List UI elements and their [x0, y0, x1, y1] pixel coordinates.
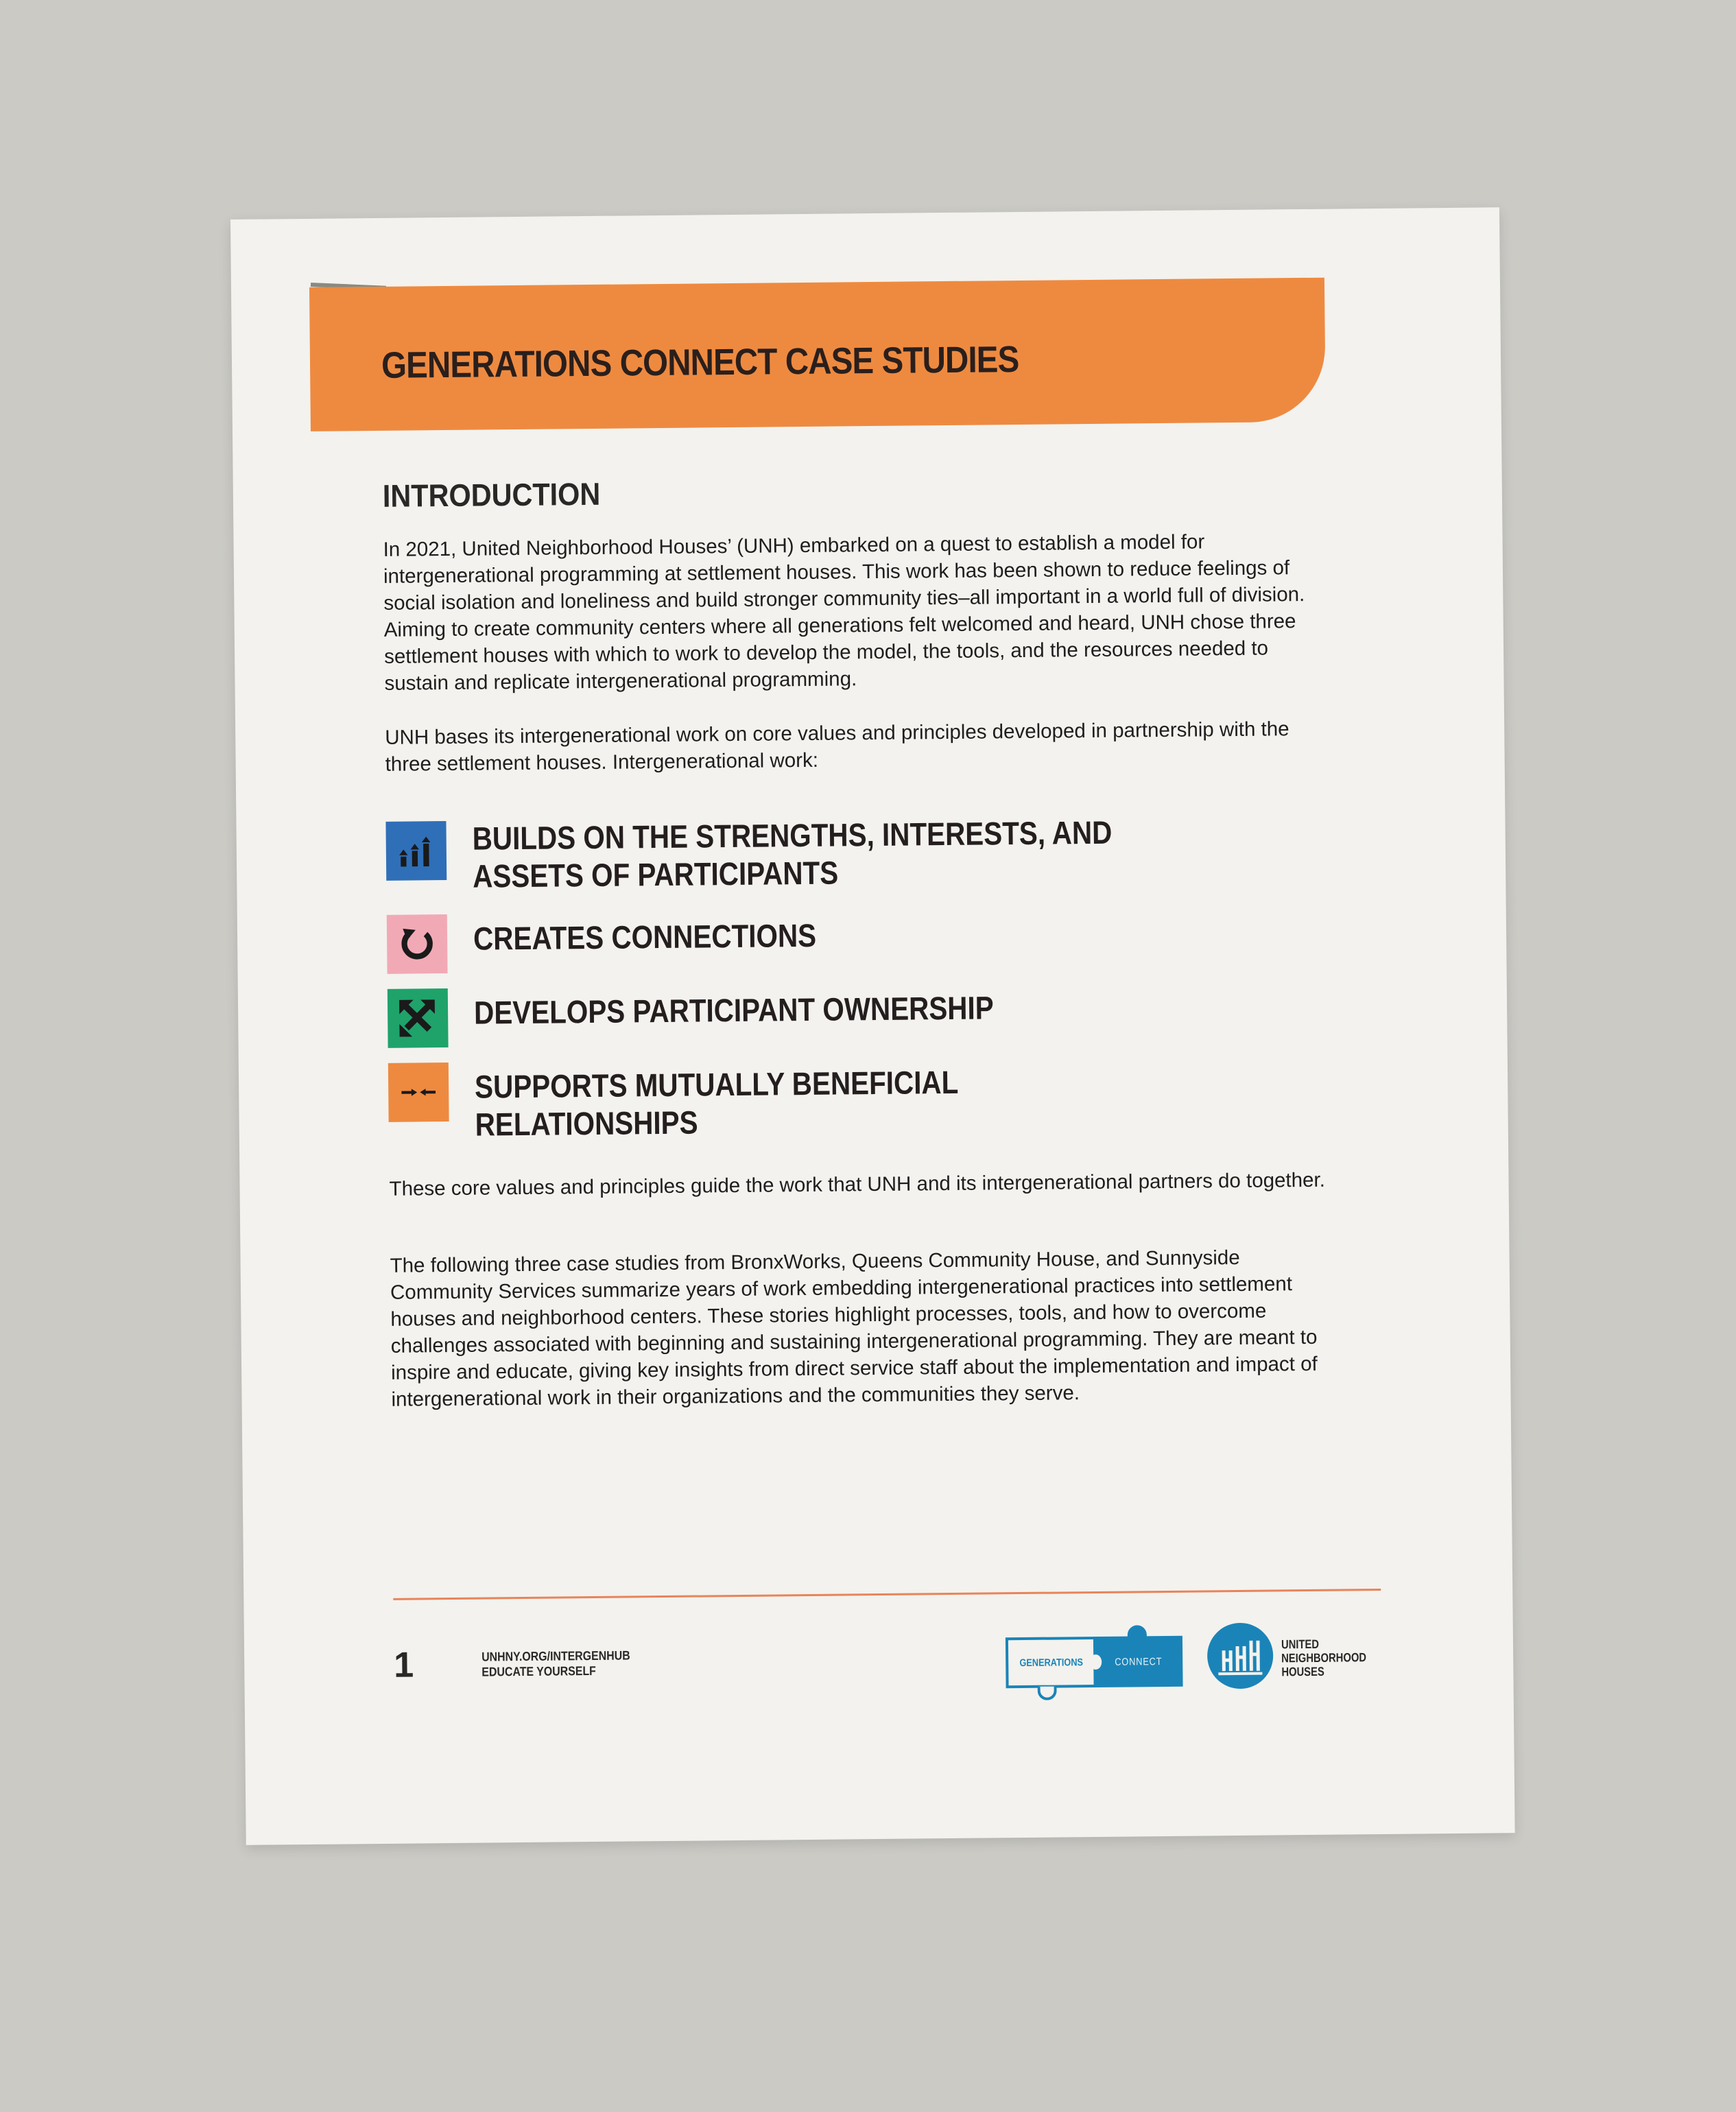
- principle-label: DEVELOPS PARTICIPANT OWNERSHIP: [473, 989, 994, 1031]
- gc-logo-right-piece: [1095, 1636, 1183, 1687]
- puzzle-knob: [1089, 1654, 1102, 1670]
- page-number: 1: [393, 1645, 414, 1685]
- unh-line: UNITED: [1281, 1637, 1320, 1652]
- intro-paragraph-1: In 2021, United Neighborhood Houses’ (UNH) embarked on a quest to establish a model for intergenerational programming at settlement houses. This work has been shown to reduce feelings of social isolation and loneliness and build stronger community ties–all important in a world full of division. Aiming to create community centers where all generations felt welcomed and heard, UNH chose three settlement houses with which to work to develop the model, the tools, and the resources needed to sustain and replicate intergenerational programming.: [383, 530, 1305, 695]
- principle-label: CREATES CONNECTIONS: [473, 916, 817, 957]
- footer-url[interactable]: UNHNY.ORG/INTERGENHUB: [481, 1648, 630, 1664]
- principles-list: [385, 812, 1346, 1143]
- principle-item: [387, 905, 1347, 957]
- circular-arrow-icon: [387, 914, 448, 974]
- closing-paragraph-2: The following three case studies from BronxWorks, Queens Community House, and Sunnyside Community Services summarize years of work embedding intergenerational practices into settlement houses and neighborhood centers. These stories highlight processes, tools, and how to overcome challenges associated with beginning and sustaining intergenerational programming. They are meant to inspire and educate, giving key insights from direct service staff about the implementation and impact of intergenerational work in their organizations and the communities they serve.: [390, 1246, 1318, 1411]
- rising-bars-icon: [385, 821, 447, 881]
- united-neighborhood-houses-logo: [1207, 1622, 1386, 1692]
- closing-paragraph-1: These core values and principles guide the work that UNH and its intergenerational partners do together.: [389, 1168, 1326, 1200]
- introduction-heading: INTRODUCTION: [382, 475, 601, 514]
- principle-label: SUPPORTS MUTUALLY BENEFICIAL RELATIONSHIPS: [474, 1063, 958, 1143]
- footer-tagline: EDUCATE YOURSELF: [481, 1663, 596, 1679]
- document-page: [230, 207, 1515, 1845]
- header-band: [309, 278, 1326, 431]
- footer-links: [481, 1648, 630, 1680]
- intro-paragraph-2: UNH bases its intergenerational work on core values and principles developed in partnership with the three settlement houses. Intergenerational work:: [385, 717, 1289, 776]
- principle-item: [388, 1054, 1348, 1143]
- principle-item: [388, 980, 1348, 1031]
- unh-line: HOUSES: [1281, 1664, 1324, 1679]
- generations-connect-logo: [1006, 1625, 1186, 1702]
- document-title: GENERATIONS CONNECT CASE STUDIES: [381, 338, 1019, 386]
- converging-arrows-icon: [388, 1063, 449, 1122]
- principle-label: BUILDS ON THE STRENGTHS, INTERESTS, AND ASSETS OF PARTICIPANTS: [472, 814, 1113, 894]
- gc-logo-left-piece: [1006, 1637, 1097, 1688]
- puzzle-tab: [1038, 1687, 1057, 1700]
- crossed-arrows-icon: [388, 988, 449, 1048]
- unh-line: NEIGHBORHOOD: [1281, 1650, 1367, 1665]
- unh-emblem-icon: [1207, 1623, 1274, 1689]
- gc-logo-text-right: CONNECT: [1115, 1655, 1163, 1668]
- gc-logo-text-left: GENERATIONS: [1019, 1656, 1083, 1669]
- footer-divider: [393, 1589, 1381, 1600]
- unh-wordmark: [1281, 1637, 1366, 1678]
- principle-item: [385, 812, 1346, 894]
